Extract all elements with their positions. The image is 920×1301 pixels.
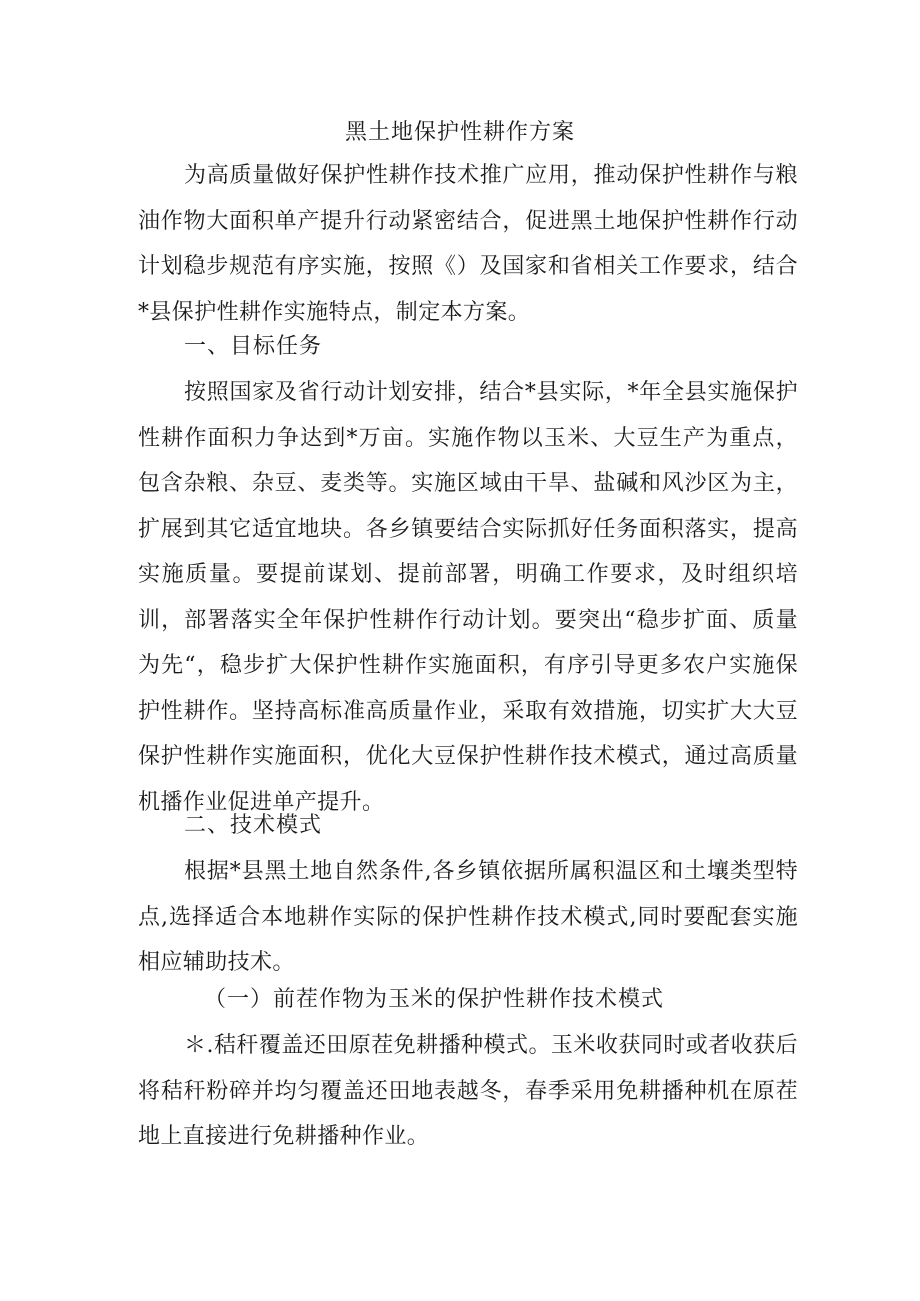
section-2-paragraph: 根据*县黑土地自然条件,各乡镇依据所属积温区和土壤类型特点,选择适合本地耕作实际的保护性耕作技术模式,同时要配套实施相应辅助技术。 bbox=[138, 859, 798, 975]
section-2-heading: 二、技术模式 bbox=[184, 813, 323, 838]
section-1-paragraph: 按照国家及省行动计划安排，结合*县实际，*年全县实施保护性耕作面积力争达到*万亩。实施作物以玉米、大豆生产为重点，包含杂粮、杂豆、麦类等。实施区域由干旱、盐碱和风沙区为主，扩展到其它适宜地块。各乡镇要结合实际抓好任务面积落实，提高实施质量。要提前谋划、提前部署，明确工作要求，及时组织培训，部署落实全年保护性耕作行动计划。要突出“稳步扩面、质量为先“，稳步扩大保护性耕作实施面积，有序引导更多农户实施保护性耕作。坚持高标准高质量作业，采取有效措施，切实扩大大豆保护性耕作实施面积，优化大豆保护性耕作技术模式，通过高质量机播作业促进单产提升。 bbox=[138, 380, 798, 815]
subsection-1-heading: （一）前茬作物为玉米的保护性耕作技术模式 bbox=[204, 987, 665, 1012]
subsection-1-paragraph: ＊.秸秆覆盖还田原茬免耕播种模式。玉米收获同时或者收获后将秸秆粉碎并均匀覆盖还田地表越冬，春季采用免耕播种机在原茬地上直接进行免耕播种作业。 bbox=[138, 1033, 798, 1149]
intro-paragraph: 为高质量做好保护性耕作技术推广应用，推动保护性耕作与粮油作物大面积单产提升行动紧密结合，促进黑土地保护性耕作行动计划稳步规范有序实施，按照《）及国家和省相关工作要求，结合*县保护性耕作实施特点，制定本方案。 bbox=[138, 163, 798, 325]
section-1-heading: 一、目标任务 bbox=[184, 334, 323, 359]
document-title: 黑土地保护性耕作方案 bbox=[344, 120, 575, 145]
